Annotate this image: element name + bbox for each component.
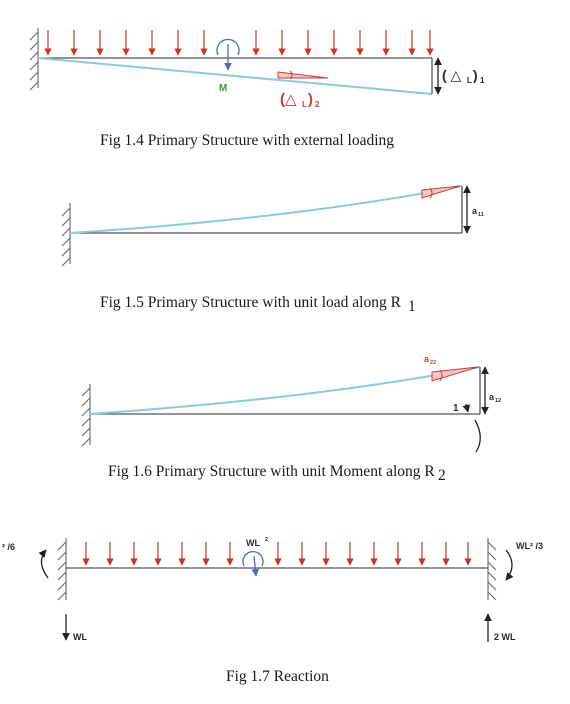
- mid-moment-sup: 2: [265, 537, 269, 543]
- left-moment-arrow: [41, 550, 48, 578]
- right-reaction-label: 2 WL: [494, 632, 516, 642]
- fixed-support-left: [58, 538, 66, 600]
- slope-angle-1: [278, 71, 328, 79]
- mid-moment-label: WL: [246, 538, 260, 548]
- a11-label: a: [472, 206, 478, 216]
- delta-2-base: (△: [280, 91, 297, 108]
- a22-sub: 22: [430, 360, 437, 366]
- fixed-support-left: [30, 28, 38, 90]
- fig-1-7: [2, 537, 543, 685]
- a22-label: a: [424, 354, 430, 364]
- a12-label: a: [489, 392, 495, 402]
- slope-angle: [422, 186, 460, 198]
- delta-1-index: 1: [480, 76, 485, 85]
- fixed-support-left: [82, 384, 90, 446]
- fig-1-5: [62, 186, 484, 315]
- delta-label-2: [280, 91, 320, 109]
- delta-label-1: [442, 67, 485, 85]
- caption-fig-1-5: Fig 1.5 Primary Structure with unit load along R: [100, 294, 401, 311]
- delta-1-sub: L: [467, 76, 472, 85]
- delta-2-sub: L: [302, 100, 307, 109]
- deflected-shape: [38, 58, 432, 94]
- caption-fig-1-4: Fig 1.4 Primary Structure with external loading: [100, 132, 395, 149]
- delta-1-base: ( △: [442, 67, 462, 83]
- caption-fig-1-5-sub: 1: [408, 298, 416, 315]
- moment-label: M: [219, 83, 228, 94]
- right-moment-label: WL² /3: [516, 541, 543, 551]
- deflected-shape: [70, 186, 462, 233]
- delta-2-close: ): [308, 91, 313, 108]
- delta-2-index: 2: [315, 100, 320, 109]
- delta-1-close: ): [473, 67, 478, 83]
- unit-moment-label: 1: [453, 403, 459, 414]
- caption-fig-1-6-sub: 2: [438, 467, 446, 484]
- left-reaction-label: WL: [73, 632, 87, 642]
- moment-arrow: [217, 39, 239, 70]
- slope-angle: [432, 367, 478, 381]
- caption-fig-1-7: Fig 1.7 Reaction: [226, 668, 329, 685]
- right-moment-arrow: [506, 550, 512, 580]
- unit-moment-arrow: [466, 404, 480, 452]
- distributed-load: [86, 542, 468, 565]
- fixed-support-right: [488, 538, 496, 600]
- a12-sub: 12: [495, 398, 502, 404]
- fixed-support-left: [62, 203, 70, 266]
- fig-1-6: [82, 354, 501, 484]
- caption-fig-1-6: Fig 1.6 Primary Structure with unit Moment along R: [108, 463, 435, 480]
- mid-moment-arrow: [243, 552, 263, 576]
- a11-sub: 11: [478, 212, 484, 218]
- deflected-shape: [90, 367, 480, 414]
- fig-1-4: [30, 28, 485, 149]
- left-moment-label: ² /6: [2, 542, 16, 552]
